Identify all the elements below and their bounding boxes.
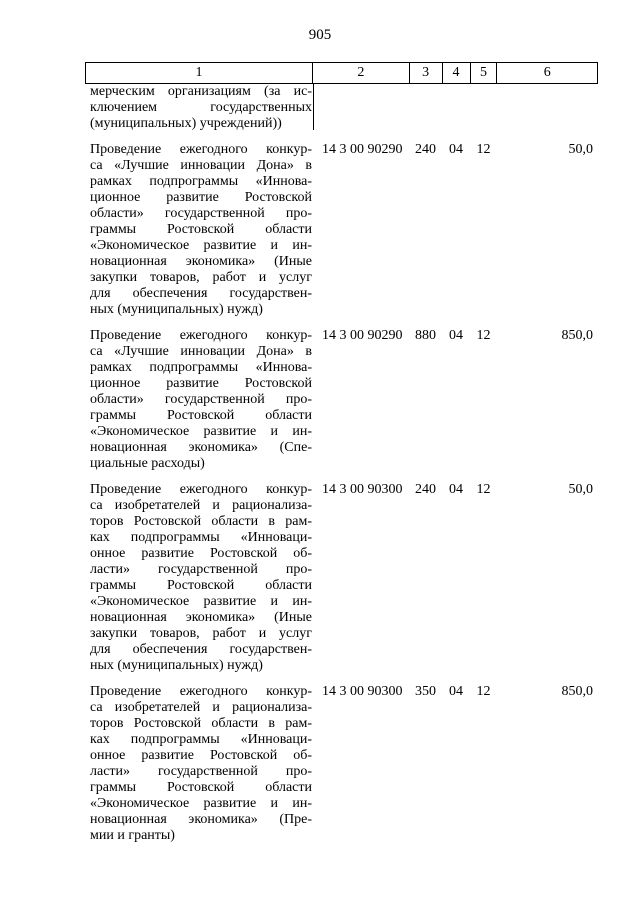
row-rz: 04 xyxy=(449,142,463,157)
table-row xyxy=(85,142,598,318)
text-line: области» государственной про- xyxy=(90,392,312,407)
text-line: граммы Ростовской области xyxy=(90,222,312,237)
row-rz: 04 xyxy=(449,328,463,343)
text-line: мии и гранты) xyxy=(90,828,175,843)
table-row xyxy=(85,482,598,674)
text-line: онное развитие Ростовской об- xyxy=(90,748,312,763)
row-gap xyxy=(85,472,598,482)
text-line: са изобретателей и рационализа- xyxy=(90,700,312,715)
header-col-3: 3 xyxy=(410,63,443,83)
row-pr: 12 xyxy=(476,142,491,157)
text-line: ционное развитие Ростовской xyxy=(90,190,312,205)
row-description xyxy=(85,328,312,472)
text-line: области» государственной про- xyxy=(90,206,312,221)
text-line: Проведение ежегодного конкур- xyxy=(90,142,312,157)
text-line: новационная экономика» (Пре- xyxy=(90,812,312,827)
text-line: ных (муниципальных) нужд) xyxy=(90,658,263,673)
text-line: онное развитие Ростовской об- xyxy=(90,546,312,561)
text-line: ключением государственных xyxy=(90,100,312,115)
row-kvr: 880 xyxy=(415,328,436,343)
row-pr: 12 xyxy=(476,328,491,343)
text-line: «Экономическое развитие и ин- xyxy=(90,594,312,609)
row-rz: 04 xyxy=(449,684,463,699)
row-description xyxy=(85,482,312,674)
row-sum: 850,0 xyxy=(561,328,593,343)
text-line: закупки товаров, работ и услуг xyxy=(90,626,312,641)
row-code: 14 3 00 90300 xyxy=(322,684,403,699)
text-line: «Экономическое развитие и ин- xyxy=(90,424,312,439)
row-sum: 50,0 xyxy=(568,142,593,157)
row-sum: 50,0 xyxy=(568,482,593,497)
header-col-5: 5 xyxy=(471,63,498,83)
text-line: рамках подпрограммы «Иннова- xyxy=(90,360,312,375)
text-line: торов Ростовской области в рам- xyxy=(90,514,312,529)
text-line: для обеспечения государствен- xyxy=(90,286,312,301)
text-line: рамках подпрограммы «Иннова- xyxy=(90,174,312,189)
text-line: граммы Ростовской области xyxy=(90,408,312,423)
header-col-4: 4 xyxy=(443,63,471,83)
row-pr: 12 xyxy=(476,482,491,497)
header-col-1: 1 xyxy=(86,63,313,83)
text-line: ласти» государственной про- xyxy=(90,764,312,779)
text-line: ных (муниципальных) нужд) xyxy=(90,302,263,317)
text-line: ках подпрограммы «Инноваци- xyxy=(90,530,312,545)
text-line: новационная экономика» (Иные xyxy=(90,254,312,269)
text-line: новационная экономика» (Спе- xyxy=(90,440,312,455)
row-pr: 12 xyxy=(476,684,491,699)
text-line: ционное развитие Ростовской xyxy=(90,376,312,391)
row-kvr: 240 xyxy=(415,142,436,157)
text-line: са изобретателей и рационализа- xyxy=(90,498,312,513)
header-col-6: 6 xyxy=(543,65,551,80)
table-row xyxy=(85,328,598,472)
text-line: ласти» государственной про- xyxy=(90,562,312,577)
text-line: Проведение ежегодного конкур- xyxy=(90,482,312,497)
row-description xyxy=(85,684,312,844)
text-line: для обеспечения государствен- xyxy=(90,642,312,657)
row-kvr: 350 xyxy=(415,684,436,699)
row-gap xyxy=(85,674,598,684)
row-gap xyxy=(85,132,598,142)
table-row xyxy=(85,684,598,844)
text-line: граммы Ростовской области xyxy=(90,578,312,593)
text-line: Проведение ежегодного конкур- xyxy=(90,684,312,699)
text-line: торов Ростовской области в рам- xyxy=(90,716,312,731)
text-line: Проведение ежегодного конкур- xyxy=(90,328,312,343)
row-code: 14 3 00 90300 xyxy=(322,482,403,497)
row-code: 14 3 00 90290 xyxy=(322,142,403,157)
text-line: циальные расходы) xyxy=(90,456,205,471)
text-line: (муниципальных) учреждений)) xyxy=(90,116,282,131)
page-number: 905 xyxy=(308,27,332,43)
continuation-row xyxy=(85,84,598,132)
text-line: ках подпрограммы «Инноваци- xyxy=(90,732,312,747)
text-line: са «Лучшие инновации Дона» в xyxy=(90,344,312,359)
table-header xyxy=(85,62,598,84)
text-line: са «Лучшие инновации Дона» в xyxy=(90,158,312,173)
row-gap xyxy=(85,318,598,328)
header-col-2: 2 xyxy=(313,63,410,83)
text-line: граммы Ростовской области xyxy=(90,780,312,795)
text-line: мерческим организациям (за ис- xyxy=(90,84,312,99)
row-code: 14 3 00 90290 xyxy=(322,328,403,343)
row-rz: 04 xyxy=(449,482,463,497)
text-line: «Экономическое развитие и ин- xyxy=(90,796,312,811)
row-description xyxy=(85,142,312,318)
continuation-text xyxy=(85,84,312,132)
text-line: «Экономическое развитие и ин- xyxy=(90,238,312,253)
row-kvr: 240 xyxy=(415,482,436,497)
table-body xyxy=(85,84,598,844)
text-line: закупки товаров, работ и услуг xyxy=(90,270,312,285)
row-sum: 850,0 xyxy=(561,684,593,699)
text-line: новационная экономика» (Иные xyxy=(90,610,312,625)
